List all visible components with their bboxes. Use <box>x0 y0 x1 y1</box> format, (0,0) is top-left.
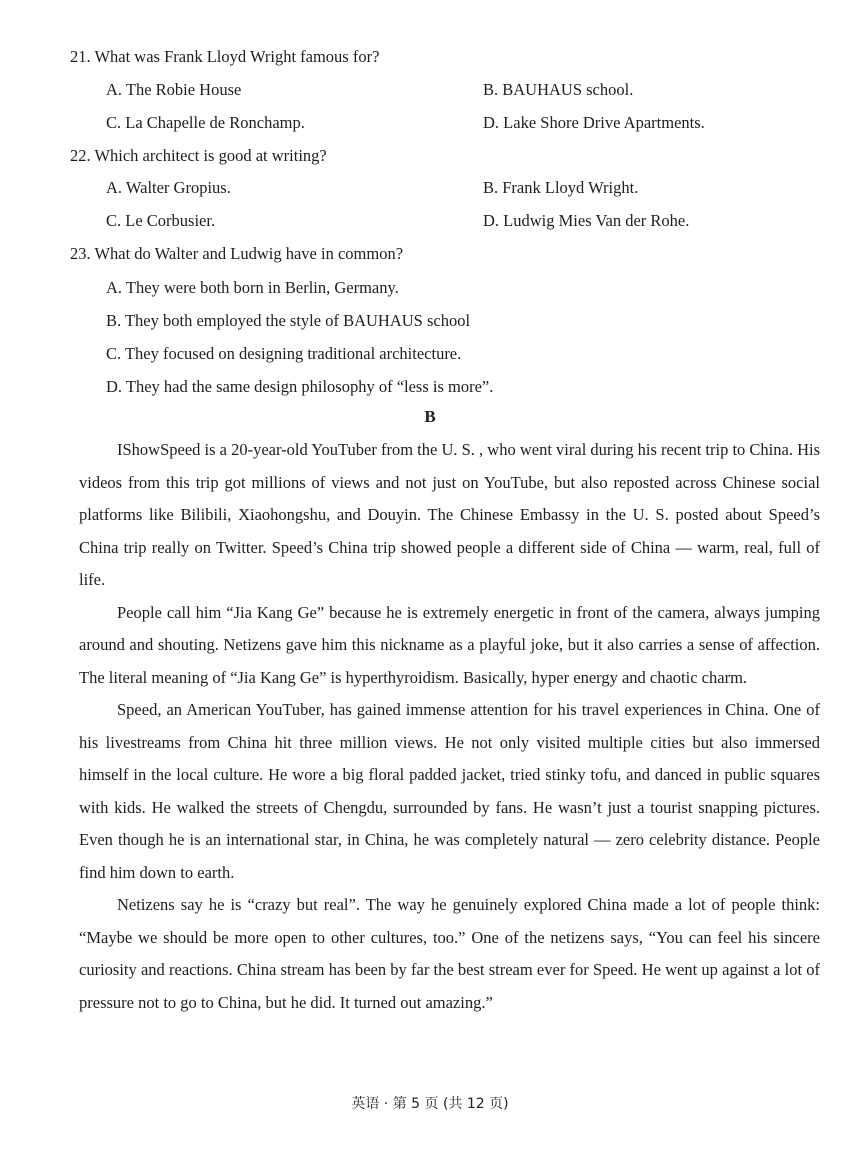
question-23-option-d: D. They had the same design philosophy of “less is more”. <box>106 377 494 396</box>
passage-paragraph: IShowSpeed is a 20-year-old YouTuber from the U. S. , who went viral during his recent trip to China. His videos from this trip got millions of views and not just on YouTube, but also reposted across Chinese social platforms like Bilibili, Xiaohongshu, and Douyin. The Chinese Embassy in the U. S. posted about Speed’s China trip really on Twitter. Speed’s China trip showed people a different side of China — warm, real, full of life. <box>79 440 820 589</box>
question-21-option-a: A. The Robie House <box>106 80 242 99</box>
question-22-option-c: C. Le Corbusier. <box>106 211 216 230</box>
passage-paragraph: People call him “Jia Kang Ge” because he is extremely energetic in front of the camera, always jumping around and shouting. Netizens gave him this nickname as a playful joke, but it also carries a sense of affection. The literal meaning of “Jia Kang Ge” is hyperthyroidism. Basically, hyper energy and chaotic charm. <box>79 602 820 687</box>
passage-paragraph: Netizens say he is “crazy but real”. The way he genuinely explored China made a lot of people think: “Maybe we should be more open to other cultures, too.” One of the netizens says, “You can feel his sincere curiosity and reactions. China stream has been by far the best stream ever for Speed. He went up against a lot of pressure not to go to China, but he did. It turned out amazing.” <box>79 895 820 1012</box>
page-footer: 英语 · 第 5 页 (共 12 页) <box>351 1096 509 1112</box>
question-21-option-c: C. La Chapelle de Ronchamp. <box>106 113 305 132</box>
question-21-option-b: B. BAUHAUS school. <box>483 80 634 99</box>
reading-passage <box>79 434 820 1019</box>
question-23-option-c: C. They focused on designing traditional architecture. <box>106 344 462 363</box>
question-22-option-b: B. Frank Lloyd Wright. <box>483 178 639 197</box>
question-23-stem: 23. What do Walter and Ludwig have in common? <box>70 244 404 263</box>
question-22-stem: 22. Which architect is good at writing? <box>70 146 327 165</box>
question-22-option-d: D. Ludwig Mies Van der Rohe. <box>483 211 690 230</box>
passage-paragraph: Speed, an American YouTuber, has gained immense attention for his travel experiences in China. One of his livestreams from China hit three million views. He not only visited multiple cities but also immersed himself in the local culture. He wore a big floral padded jacket, tried stinky tofu, and danced in public squares with kids. He walked the streets of Chengdu, surrounded by fans. He wasn’t just a tourist snapping pictures. Even though he is an international star, in China, he was completely natural — zero celebrity distance. People find him down to earth. <box>79 700 820 882</box>
question-23-option-a: A. They were both born in Berlin, Germany. <box>106 278 399 297</box>
question-21-option-d: D. Lake Shore Drive Apartments. <box>483 113 705 132</box>
section-heading: B <box>424 407 436 426</box>
question-23-option-b: B. They both employed the style of BAUHAUS school <box>106 311 471 330</box>
question-21-stem: 21. What was Frank Lloyd Wright famous for? <box>70 47 380 66</box>
question-22-option-a: A. Walter Gropius. <box>106 178 231 197</box>
